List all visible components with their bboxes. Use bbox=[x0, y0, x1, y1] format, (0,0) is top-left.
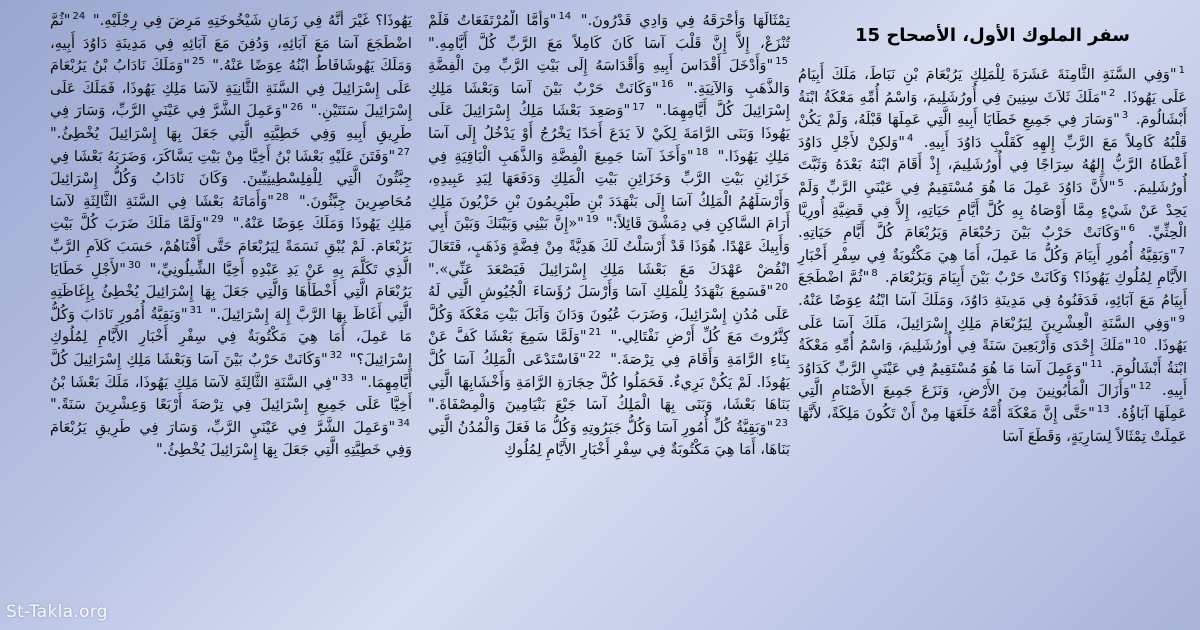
text-column-left bbox=[44, 10, 418, 622]
verse-number: 17 bbox=[632, 101, 646, 113]
verse-number: 6 bbox=[1128, 223, 1135, 235]
verse-text: "وَأَخَذَ آسَا جَمِيعَ الْفِضَّةِ وَالذَّهَبِ الْبَاقِيَةِ فِي خَزَائِنِ بَيْتِ الرَّبِّ وَخَزَائِنِ بَيْتِ الْمَلِكِ وَدَفَعَهَا لِيَدِ عَبِيدِهِ، وَأَرْسَلَهُمُ الْمَلِكُ آسَا إِلَى بَنْهَدَدَ بْنِ طَبْرِيمُونَ بْنِ حَزْيُونَ مَلِكِ أَرَامَ السَّاكِنِ فِي دِمَشْقَ قَائِلاً:" bbox=[428, 147, 791, 233]
verse-number: 31 bbox=[189, 304, 203, 316]
verse-text: "وَلَمَّا سَمِعَ بَعْشَا كَفَّ عَنْ بِنَاءِ الرَّامَةِ وَأَقَامَ فِي تِرْصَةَ." bbox=[428, 328, 791, 368]
verse-text: "وَلكِنْ لأَجْلِ دَاوُدَ أَعْطَاهُ الرَّبُّ إِلهُهُ سِرَاجًا فِي أُورُشَلِيمَ، إِذْ أَقَامَ ابْنَهُ بَعْدَهُ وَثَبَّتَ أُورُشَلِيمَ. bbox=[798, 133, 1188, 196]
verse-text: "وَكَانَتْ حَرْبٌ بَيْنَ آسَا وَبَعْشَا مَلِكِ إِسْرَائِيلَ كُلَّ أَيَّامِهِمَا." bbox=[428, 79, 790, 120]
text-column-middle bbox=[422, 10, 796, 622]
verse-text: "مَلَكَ إِحْدَى وَأَرْبَعِينَ سَنَةً فِي أُورُشَلِيمَ، وَاسْمُ أُمِّهِ مَعْكَةُ ابْنَةُ أَبْشَالُومَ. bbox=[798, 337, 1188, 377]
verse-number: 20 bbox=[775, 282, 788, 294]
verse-number: 14 bbox=[558, 11, 572, 23]
verse-number: 26 bbox=[290, 101, 304, 113]
verse-text: "وَصَعِدَ بَعْشَا مَلِكُ إِسْرَائِيلَ عَلَى يَهُوذَا وَبَنَى الرَّامَةَ لِكَيْ لاَ يَدَعَ أَحَدًا يَخْرُجُ أَوْ يَدْخُلُ إِلَى آسَا مَلِكِ يَهُوذَا." bbox=[428, 102, 790, 165]
verse-number: 25 bbox=[191, 56, 205, 68]
verse-number: 5 bbox=[1117, 178, 1124, 190]
verse-number: 29 bbox=[211, 214, 224, 226]
verse-text: "وَأَمَاتَهُ بَعْشَا فِي السَّنَةِ الثَّالِثَةِ لآسَا مَلِكِ يَهُوذَا وَمَلَكَ عِوَضًا عَنْهُ." bbox=[50, 192, 412, 233]
verse bbox=[428, 419, 790, 459]
column-body bbox=[798, 64, 1187, 448]
verse-text: يَهُوذَا؟ غَيْرَ أَنَّهُ فِي زَمَانِ شَيْخُوخَتِهِ مَرِضَ فِي رِجْلَيْهِ." bbox=[92, 12, 412, 29]
verse-text: "فَاسْتَدْعَى الْمَلِكُ آسَا كُلَّ يَهُوذَا. لَمْ يَكُنْ بَرِيءٌ. فَحَمَلُوا كُلَّ حِجَارَةِ الرَّامَةِ وَأَخْشَابِهَا الَّتِي بَنَاهَا بَعْشَا، وَبَنَى بِهَا الْمَلِكُ آسَا جَبْعَ بَنْيَامِينَ وَالْمِصْفَاةَ." bbox=[428, 350, 790, 414]
verse-text: "لأَجْلِ خَطَايَا يَرُبْعَامَ الَّتِي أَخْطَأَهَا وَالَّتِي جَعَلَ بِهَا إِسْرَائِيلَ يُخْطِئُ بِإِغَاظَتِهِ الَّتِي أَغَاظَ بِهَا الرَّبَّ إِلهَ إِسْرَائِيلَ." bbox=[50, 260, 412, 323]
verse-text: "وَسَارَ فِي جَمِيعِ خَطَايَا أَبِيهِ الَّتِي عَمِلَهَا قَبْلَهُ، وَلَمْ يَكُنْ قَلْبُهُ كَامِلاً مَعَ الرَّبِّ إِلهِهِ كَقَلْبِ دَاوُدَ أَبِيهِ. bbox=[798, 111, 1187, 151]
verse bbox=[581, 12, 790, 29]
verse-number: 30 bbox=[127, 259, 141, 271]
verse-text: "وَأَزَالَ الْمَأْبُونِينَ مِنَ الأَرْضِ، وَنَزَعَ جَمِيعَ الأَصْنَامِ الَّتِي عَمِلَهَا آبَاؤُهُ. bbox=[798, 382, 1188, 422]
verse-number: 10 bbox=[1133, 336, 1147, 348]
chapter-title: سفر الملوك الأول، الأصحاح 15 bbox=[855, 25, 1130, 46]
verse-text: "وَعَمِلَ آسَا مَا هُوَ مُسْتَقِيمٌ فِي عَيْنَيِ الرَّبِّ كَدَاوُدَ أَبِيهِ. bbox=[798, 359, 1188, 400]
verse-number: 9 bbox=[1178, 313, 1185, 325]
verse-text: "وَفِي السَّنَةِ الثَّامِنَةَ عَشَرَةَ لِلْمَلِكِ يَرُبْعَامَ بْنِ نَبَاطَ، مَلَكَ أَبِيَامُ عَلَى يَهُوذَا. bbox=[798, 66, 1187, 106]
verse-number: 8 bbox=[871, 268, 878, 280]
verse-text: "وَفَتَنَ عَلَيْهِ بَعْشَا بْنُ أَخِيَّا مِنْ بَيْتِ يَسَّاكَرَ، وَضَرَبَهُ بَعْشَا فِي جِبَّثُونَ الَّتِي لِلْفِلِسْطِينِيِّينَ. وَكَانَ نَادَابُ وَكُلُّ إِسْرَائِيلَ مُحَاصِرِينَ جِبَّثُونَ." bbox=[50, 147, 413, 210]
text-column-right bbox=[796, 10, 1189, 622]
verse-number: 23 bbox=[775, 417, 788, 429]
verse-number: 22 bbox=[588, 350, 601, 362]
verse-number: 33 bbox=[340, 372, 354, 384]
verse-text: "وَلَمَّا مَلَكَ ضَرَبَ كُلَّ بَيْتِ يَرُبْعَامَ. لَمْ يُبْقِ نَسَمَةً لِيَرُبْعَامَ حَتَّى أَفْنَاهُمْ، حَسَبَ كَلاَمِ الرَّبِّ الَّذِي تَكَلَّمَ بِهِ عَنْ يَدِ عَبْدِهِ أَخِيَّا الشِّيلُونِيِّ،" bbox=[50, 215, 413, 278]
verse-text: "وَعَمِلَ الشَّرَّ فِي عَيْنَيِ الرَّبِّ، وَسَارَ فِي طَرِيقِ يَرُبْعَامَ وَفِي خَطِيَّتِهِ الَّتِي جَعَلَ بِهَا إِسْرَائِيلَ يُخْطِئُ." bbox=[50, 418, 412, 459]
verse-text: "وَكَانَتْ حَرْبٌ بَيْنَ رَحُبْعَامَ وَيَرُبْعَامَ كُلَّ أَيَّامِ حَيَاتِهِ. bbox=[798, 224, 1127, 242]
verse-text: "وَبَقِيَّةُ كُلِّ أُمُورِ آسَا وَكُلُّ جَبَرُوتِهِ وَكُلُّ مَا فَعَلَ وَالْمُدُنُ الَّتِي بَنَاهَا، أَمَا هِيَ مَكْتُوبَةٌ فِي سِفْرِ أَخْبَارِ الأَيَّامِ لِمُلُوكِ bbox=[428, 418, 790, 459]
verse-number: 24 bbox=[72, 11, 86, 23]
verse-text: "لأَنَّ دَاوُدَ عَمِلَ مَا هُوَ مُسْتَقِيمٌ فِي عَيْنَيِ الرَّبِّ وَلَمْ يَحِدْ عَنْ شَيْءٍ مِمَّا أَوْصَاهُ بِهِ كُلَّ أَيَّامِ حَيَاتِهِ، إِلاَّ فِي قَضِيَّةِ أُورِيَّا الْحِثِّيِّ. bbox=[798, 178, 1187, 242]
verse-text: "وَكَانَتْ حَرْبٌ بَيْنَ آسَا وَبَعْشَا مَلِكِ إِسْرَائِيلَ كُلَّ أَيَّامِهِمَا." bbox=[50, 350, 412, 391]
verse-number: 12 bbox=[1138, 381, 1152, 393]
verse-text: "ثُمَّ اضْطَجَعَ أَبِيَامُ مَعَ آبَائِهِ، فَدَفَنُوهُ فِي مَدِينَةِ دَاوُدَ، وَمَلَكَ آسَا ابْنُهُ عِوَضًا عَنْهُ. bbox=[798, 269, 1187, 309]
verse-text: "مَلَكَ ثَلاَثَ سِنِينَ فِي أُورُشَلِيمَ، وَاسْمُ أُمِّهِ مَعْكَةُ ابْنَةُ أَبْشَالُومَ. bbox=[798, 88, 1187, 129]
verse-text: "وَأَدْخَلَ أَقْدَاسَ أَبِيهِ وَأَقْدَاسَهُ إِلَى بَيْتِ الرَّبِّ مِنَ الْفِضَّةِ وَالذَّهَبِ وَالآنِيَةِ." bbox=[428, 57, 790, 97]
verse bbox=[798, 224, 1137, 241]
verse-text: "وَبَقِيَّةُ أُمُورِ أَبِيَامَ وَكُلُّ مَا عَمِلَ، أَمَا هِيَ مَكْتُوبَةٌ فِي سِفْرِ أَخْبَارِ الأَيَّامِ لِمُلُوكِ يَهُوذَا؟ وَكَانَتْ حَرْبٌ بَيْنَ أَبِيَامَ وَيَرُبْعَامَ. bbox=[798, 246, 1187, 287]
verse bbox=[50, 419, 412, 459]
column-body bbox=[428, 10, 790, 462]
verse-text: "وَفِي السَّنَةِ الْعِشْرِينَ لِيَرُبْعَامَ مَلِكِ إِسْرَائِيلَ، مَلَكَ آسَا عَلَى يَهُوذَا. bbox=[798, 314, 1187, 355]
verse-text: "«إِنَّ بَيْنِي وَبَيْنَكَ وَبَيْنَ أَبِي وَأَبِيكَ عَهْدًا. هُوَذَا قَدْ أَرْسَلْتُ لَكَ هَدِيَّةً مِنْ فِضَّةٍ وَذَهَبٍ، فَتَعَالَ انْقُضْ عَهْدَكَ مَعَ بَعْشَا مَلِكِ إِسْرَائِيلَ فَيَصْعَدَ عَنِّي»." bbox=[428, 215, 790, 278]
verse-text: "فِي السَّنَةِ الثَّالِثَةِ لآسَا مَلِكِ يَهُوذَا، مَلَكَ بَعْشَا بْنُ أَخِيَّا عَلَى جَمِيعِ إِسْرَائِيلَ فِي تِرْصَةَ أَرْبَعًا وَعِشْرِينَ سَنَةً." bbox=[50, 373, 412, 414]
verse-number: 18 bbox=[695, 146, 709, 158]
verse-number: 34 bbox=[397, 417, 410, 429]
verse-number: 15 bbox=[775, 56, 788, 68]
verse-text: "وَبَقِيَّةُ أُمُورِ نَادَابَ وَكُلُّ مَا عَمِلَ، أَمَا هِيَ مَكْتُوبَةٌ فِي سِفْرِ أَخْبَارِ الأَيَّامِ لِمُلُوكِ إِسْرَائِيلَ؟" bbox=[50, 305, 413, 368]
verse-number: 27 bbox=[397, 146, 410, 158]
verse-text: "وَمَلَكَ نَادَابُ بْنُ يَرُبْعَامَ عَلَى إِسْرَائِيلَ فِي السَّنَةِ الثَّانِيَةِ لآسَا مَلِكِ يَهُوذَا، فَمَلَكَ عَلَى إِسْرَائِيلَ سَنَتَيْنِ." bbox=[50, 57, 413, 120]
verse-number: 11 bbox=[1090, 358, 1103, 370]
verse-number: 21 bbox=[588, 327, 602, 339]
column-body bbox=[50, 10, 412, 462]
verse-text: تِمْثَالَهَا وَأَحْرَقَهُ فِي وَادِي قَدْرُونَ." bbox=[580, 12, 791, 29]
verse-number: 16 bbox=[660, 78, 674, 90]
verse-number: 28 bbox=[275, 191, 289, 203]
verse-number: 7 bbox=[1178, 245, 1185, 257]
site-watermark: St-Takla.org bbox=[6, 602, 108, 622]
verse-text: "فَسَمِعَ بَنْهَدَدُ لِلْمَلِكِ آسَا وَأَرْسَلَ رُؤَسَاءَ الْجُيُوشِ الَّتِي لَهُ عَلَى مُدُنِ إِسْرَائِيلَ، وَضَرَبَ عُيُونَ وَدَانَ وَآبَلَ بَيْتِ مَعْكَةَ وَكُلَّ كِنَّرُوتَ مَعَ كُلِّ أَرْضِ نَفْتَالِي." bbox=[428, 283, 790, 346]
verse-text: "وَعَمِلَ الشَّرَّ فِي عَيْنَيِ الرَّبِّ، وَسَارَ فِي طَرِيقِ أَبِيهِ وَفِي خَطِيَّتِهِ الَّتِي جَعَلَ بِهَا إِسْرَائِيلَ يُخْطِئُ." bbox=[50, 102, 412, 142]
verse bbox=[50, 374, 412, 414]
verse-number: 2 bbox=[1108, 87, 1116, 99]
verse-number: 1 bbox=[1178, 65, 1185, 77]
verse-text: "حَتَّى إِنَّ مَعْكَةَ أُمَّهُ خَلَعَهَا مِنْ أَنْ تَكُونَ مَلِكَةً، لأَنَّهَا عَمِلَتْ تِمْثَالاً لِسَارِيَةٍ، وَقَطَعَ آسَا bbox=[798, 404, 1187, 445]
verse-text: "وَأَمَّا الْمُرْتَفَعَاتُ فَلَمْ تُنْزَعْ، إِلاَّ إِنَّ قَلْبَ آسَا كَانَ كَامِلاً مَعَ الرَّبِّ كُلَّ أَيَّامِهِ." bbox=[428, 12, 790, 52]
verse bbox=[93, 12, 412, 29]
verse-number: 3 bbox=[1121, 110, 1129, 122]
verse-number: 13 bbox=[1096, 404, 1110, 416]
verse-number: 19 bbox=[585, 214, 599, 226]
verse-text: "ثُمَّ اضْطَجَعَ آسَا مَعَ آبَائِهِ، وَدُفِنَ مَعَ آبَائِهِ فِي مَدِينَةِ دَاوُدَ أَبِيهِ، وَمَلَكَ يَهُوشَافَاطُ ابْنُهُ عِوَضًا عَنْهُ." bbox=[50, 12, 412, 75]
verse-number: 4 bbox=[906, 132, 914, 144]
verse-number: 32 bbox=[329, 350, 343, 362]
